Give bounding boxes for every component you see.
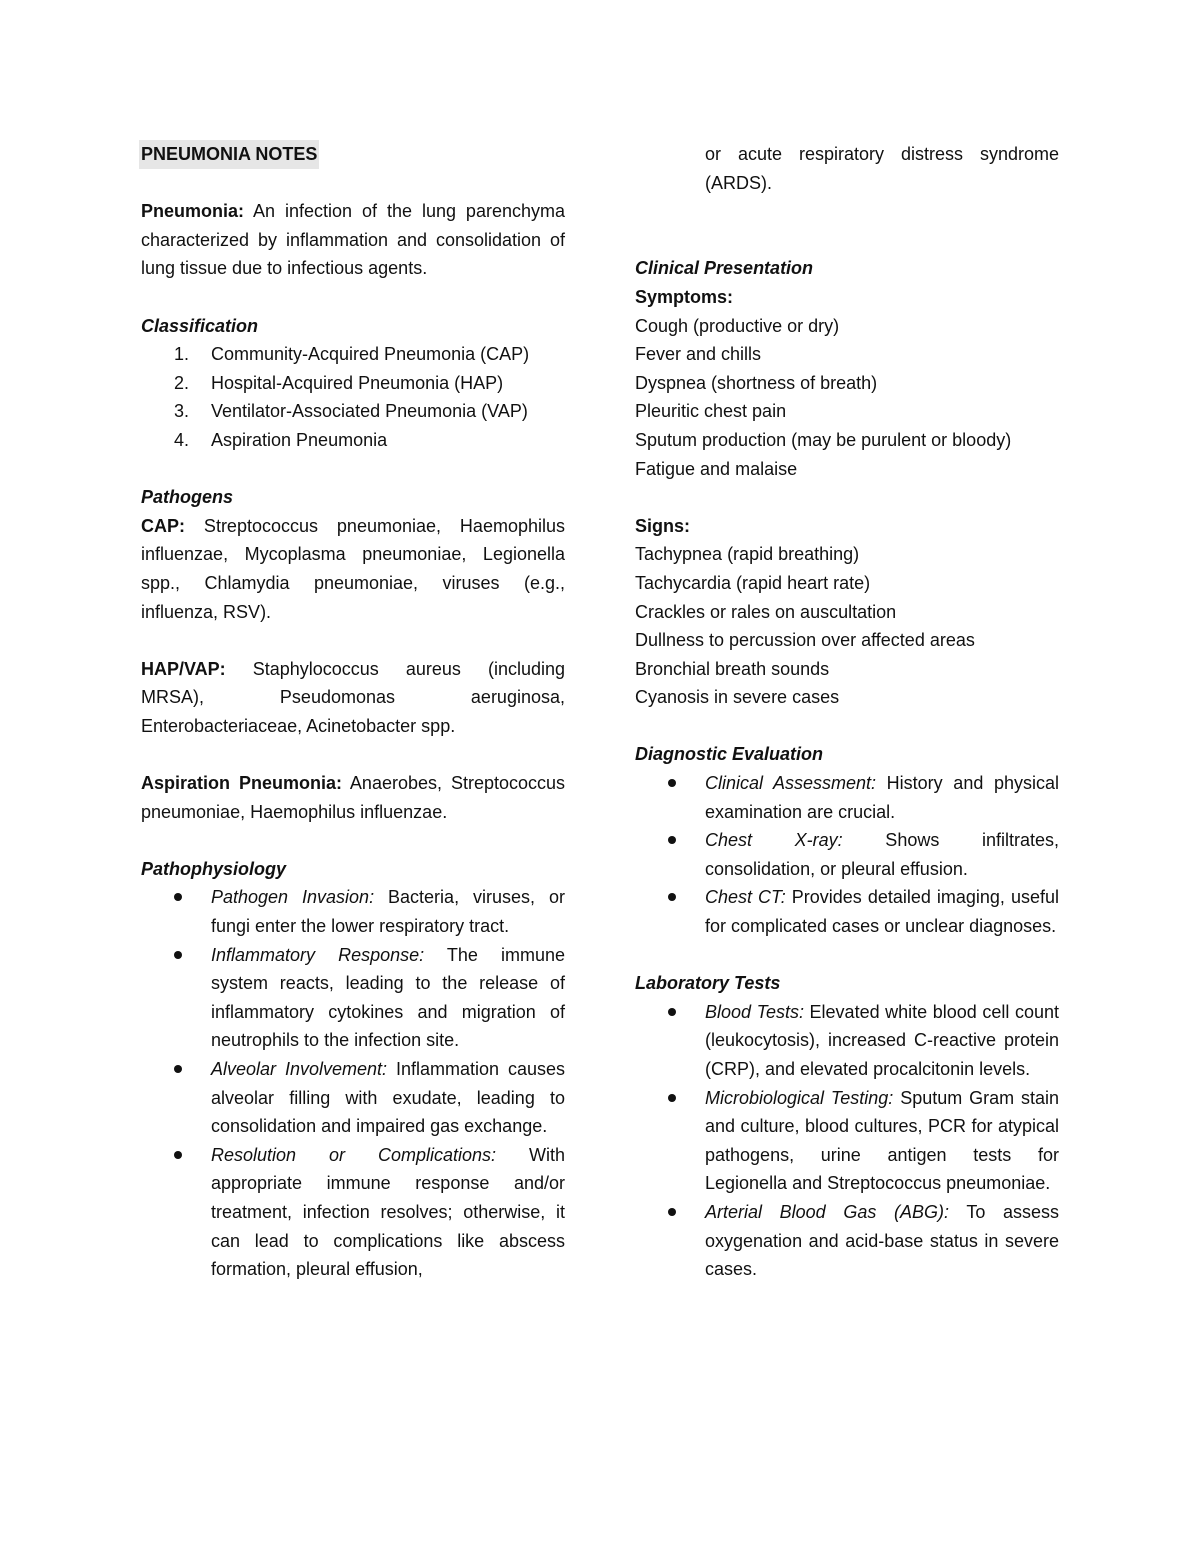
page-title: PNEUMONIA NOTES xyxy=(139,140,319,169)
bullet-icon xyxy=(668,1008,676,1016)
laboratory-heading: Laboratory Tests xyxy=(635,973,781,994)
definition-text: An infection of the lung parenchyma characterized by inflammation and consolidation of lung tissue due to infectious agents. xyxy=(141,201,565,279)
left-column xyxy=(141,140,565,1284)
bullet-icon xyxy=(668,836,676,844)
list-item: Blood Tests: Elevated white blood cell count (leukocytosis), increased C-reactive protein (CRP), and elevated procalcitonin levels. xyxy=(635,998,1059,1084)
symptom-item: Cough (productive or dry) xyxy=(635,315,840,336)
symptom-item: Dyspnea (shortness of breath) xyxy=(635,372,878,393)
bullet-icon xyxy=(174,1151,182,1159)
diagnostic-heading: Diagnostic Evaluation xyxy=(635,744,824,765)
pathophysiology-list xyxy=(141,883,565,1283)
symptoms-label: Symptoms: xyxy=(635,286,734,307)
sign-item: Bronchial breath sounds xyxy=(635,658,830,679)
classification-list xyxy=(141,340,565,454)
bullet-icon xyxy=(668,893,676,901)
pathogens-heading: Pathogens xyxy=(141,487,234,508)
list-item: Clinical Assessment: History and physical examination are crucial. xyxy=(635,769,1059,826)
pathophysiology-heading: Pathophysiology xyxy=(141,858,287,879)
bullet-icon xyxy=(668,1208,676,1216)
bullet-icon xyxy=(174,951,182,959)
symptom-item: Fatigue and malaise xyxy=(635,458,798,479)
pathogens-aspiration: Aspiration Pneumonia: Anaerobes, Streptococcus pneumoniae, Haemophilus influenzae. xyxy=(141,773,565,822)
definition-paragraph xyxy=(141,197,565,283)
pathogens-hap-vap: HAP/VAP: Staphylococcus aureus (including MRSA), Pseudomonas aeruginosa, Enterobacteriaceae, Acinetobacter spp. xyxy=(141,658,565,736)
bullet-icon xyxy=(174,893,182,901)
list-item: 3. Ventilator-Associated Pneumonia (VAP) xyxy=(174,401,528,422)
list-item: Alveolar Involvement: Inflammation causes alveolar filling with exudate, leading to consolidation and impaired gas exchange. xyxy=(141,1055,565,1141)
sign-item: Cyanosis in severe cases xyxy=(635,687,840,708)
list-item: Resolution or Complications: With appropriate immune response and/or treatment, infection resolves; otherwise, it can lead to complications like abscess formation, pleural effusion, xyxy=(141,1141,565,1284)
list-item: Inflammatory Response: The immune system reacts, leading to the release of inflammatory cytokines and migration of neutrophils to the infection site. xyxy=(141,941,565,1055)
list-item: Pathogen Invasion: Bacteria, viruses, or fungi enter the lower respiratory tract. xyxy=(141,883,565,940)
list-item: 1. Community-Acquired Pneumonia (CAP) xyxy=(174,344,530,365)
laboratory-list xyxy=(635,998,1059,1284)
signs-label: Signs: xyxy=(635,515,691,536)
sign-item: Dullness to percussion over affected areas xyxy=(635,630,975,651)
list-item: Arterial Blood Gas (ABG): To assess oxygenation and acid-base status in severe cases. xyxy=(635,1198,1059,1284)
classification-heading: Classification xyxy=(141,315,259,336)
list-item: 2. Hospital-Acquired Pneumonia (HAP) xyxy=(174,372,504,393)
list-item: Microbiological Testing: Sputum Gram stain and culture, blood cultures, PCR for atypical pathogens, urine antigen tests for Legionella and Streptococcus pneumoniae. xyxy=(635,1084,1059,1198)
bullet-icon xyxy=(668,1094,676,1102)
bullet-icon xyxy=(174,1065,182,1073)
diagnostic-list xyxy=(635,769,1059,941)
pathogens-cap: CAP: Streptococcus pneumoniae, Haemophilus influenzae, Mycoplasma pneumoniae, Legionella spp., Chlamydia pneumoniae, viruses (e.g., influenza, RSV). xyxy=(141,515,565,622)
right-column xyxy=(635,140,1059,1284)
sign-item: Tachycardia (rapid heart rate) xyxy=(635,572,871,593)
symptom-item: Pleuritic chest pain xyxy=(635,401,787,422)
list-item: 4. Aspiration Pneumonia xyxy=(174,429,388,450)
sign-item: Crackles or rales on auscultation xyxy=(635,601,897,622)
pathophysiology-continuation xyxy=(635,140,1059,197)
bullet-icon xyxy=(668,779,676,787)
clinical-heading: Clinical Presentation xyxy=(635,258,814,279)
list-item: Chest CT: Provides detailed imaging, useful for complicated cases or unclear diagnoses. xyxy=(635,883,1059,940)
list-item-continuation: or acute respiratory distress syndrome (ARDS). xyxy=(705,144,1059,193)
definition-term: Pneumonia: xyxy=(141,201,245,222)
symptom-item: Fever and chills xyxy=(635,344,762,365)
list-item: Chest X-ray: Shows infiltrates, consolidation, or pleural effusion. xyxy=(635,826,1059,883)
sign-item: Tachypnea (rapid breathing) xyxy=(635,544,860,565)
symptom-item: Sputum production (may be purulent or bloody) xyxy=(635,429,1012,450)
